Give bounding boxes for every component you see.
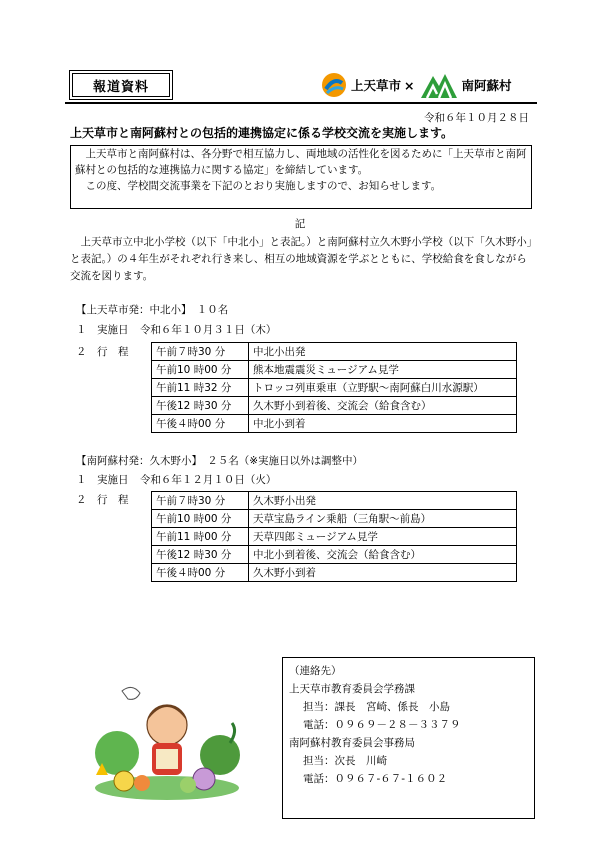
intro-paragraph-2: この度、学校間交流事業を下記のとおり実施しますので、お知らせします。 <box>85 180 442 192</box>
schedule-activity: 中北小出発 <box>249 343 517 361</box>
table-row <box>152 397 517 415</box>
schedule-time: 午後12 時30 分 <box>152 397 249 415</box>
table-row <box>152 528 517 546</box>
table-row <box>152 415 517 433</box>
schedule-time: 午前11 時00 分 <box>152 528 249 546</box>
table-row <box>152 379 517 397</box>
logo-group <box>320 68 515 102</box>
kamiamakusa-logo-icon <box>320 71 348 99</box>
section2-heading: 【南阿蘇村発：久木野小】 ２５名（※実施日以外は調整中） <box>76 455 364 467</box>
schedule-activity: トロッコ列車乗車（立野駅～南阿蘇白川水源駅） <box>249 379 517 397</box>
intro-paragraph-1: 上天草市と南阿蘇村は、各分野で相互協力し、両地域の活性化を図るために「上天草市と南阿蘇村との包括的な連携協力に関する協定」を締結しています。 <box>75 148 527 176</box>
contact-org2-phone: 電話：０９６７-６７-１６０２ <box>303 773 448 785</box>
header-divider <box>65 102 537 104</box>
table-row <box>152 546 517 564</box>
contact-org2: 南阿蘇村教育委員会事務局 <box>289 737 415 749</box>
section2-itinerary-label: ２ 行 程 <box>76 494 129 506</box>
schedule-activity: 天草四郎ミュージアム見学 <box>249 528 517 546</box>
section1-itinerary-label: ２ 行 程 <box>76 346 129 358</box>
schedule-activity: 久木野小到着後、交流会（給食含む） <box>249 397 517 415</box>
schedule-time: 午前７時30 分 <box>152 492 249 510</box>
schedule-time: 午後４時00 分 <box>152 415 249 433</box>
body-paragraph: 上天草市立中北小学校（以下「中北小」と表記。）と南阿蘇村立久木野小学校（以下「久木野小」と表記。）の４年生がそれぞれ行き来し、相互の地域資源を学ぶとともに、学校給食を食しながら交流を図ります。 <box>70 236 532 282</box>
schedule-activity: 中北小到着後、交流会（給食含む） <box>249 546 517 564</box>
schedule-time: 午前11 時32 分 <box>152 379 249 397</box>
intro-box <box>70 145 532 209</box>
schedule-time: 午前10 時00 分 <box>152 361 249 379</box>
section1-schedule-table <box>151 342 517 433</box>
contact-heading: （連絡先） <box>289 665 342 677</box>
contact-org1-phone: 電話：０９６９－２８－３３７９ <box>303 719 461 731</box>
issue-date: 令和６年１０月２８日 <box>424 112 529 124</box>
contact-org1-person: 担当：課長 宮崎、係長 小島 <box>303 701 450 713</box>
section2-date-value: 令和６年１２月１０日（火） <box>139 474 277 486</box>
schedule-activity: 熊本地震震災ミュージアム見学 <box>249 361 517 379</box>
schedule-activity: 中北小到着 <box>249 415 517 433</box>
ki-marker: 記 <box>294 218 306 230</box>
logo-cross: × <box>404 77 415 93</box>
table-row <box>152 343 517 361</box>
schedule-time: 午後４時00 分 <box>152 564 249 582</box>
schedule-time: 午前７時30 分 <box>152 343 249 361</box>
section1-date-value: 令和６年１０月３１日（木） <box>139 324 277 336</box>
mascot-illustration-icon <box>92 683 242 803</box>
section2-date-row <box>76 472 276 487</box>
table-row <box>152 564 517 582</box>
contact-box <box>282 657 535 819</box>
logo-left-text: 上天草市 <box>351 78 402 93</box>
logo-right-text: 南阿蘇村 <box>461 78 512 93</box>
section1-heading: 【上天草市発：中北小】 １０名 <box>76 304 229 316</box>
table-row <box>152 361 517 379</box>
schedule-activity: 久木野小到着 <box>249 564 517 582</box>
press-release-box <box>69 70 173 100</box>
body-paragraph-block <box>70 234 535 285</box>
contact-org2-person: 担当：次長 川崎 <box>303 755 387 767</box>
section2-date-label: １ 実施日 <box>76 474 129 486</box>
section2-schedule-table <box>151 491 517 582</box>
minamiaso-logo-icon <box>419 70 459 100</box>
page-title: 上天草市と南阿蘇村との包括的連携協定に係る学校交流を実施します。 <box>70 126 454 140</box>
section1-date-label: １ 実施日 <box>76 324 129 336</box>
schedule-activity: 天草宝島ライン乗船（三角駅～前島） <box>249 510 517 528</box>
schedule-activity: 久木野小出発 <box>249 492 517 510</box>
table-row <box>152 510 517 528</box>
section1-date-row <box>76 322 276 337</box>
schedule-time: 午前10 時00 分 <box>152 510 249 528</box>
press-release-label: 報道資料 <box>72 73 170 97</box>
contact-org1: 上天草市教育委員会学務課 <box>289 683 415 695</box>
table-row <box>152 492 517 510</box>
schedule-time: 午後12 時30 分 <box>152 546 249 564</box>
